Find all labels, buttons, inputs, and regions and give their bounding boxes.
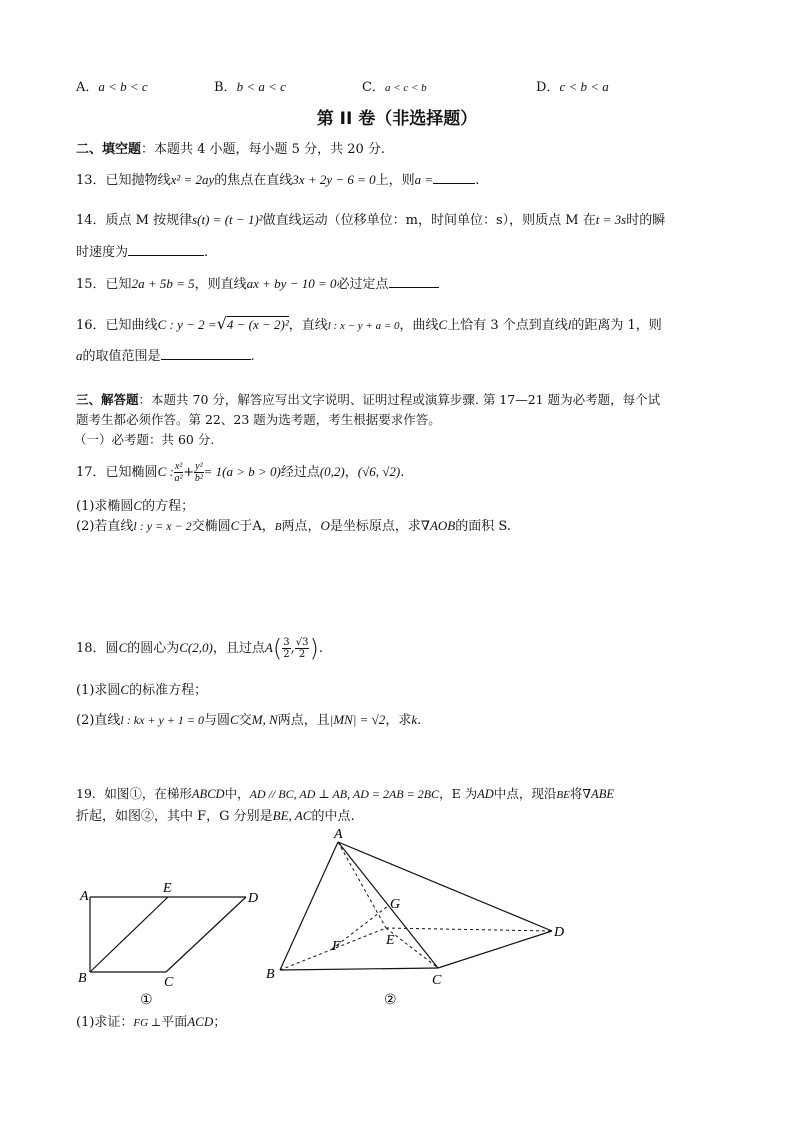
part3-desc-2: 题考生都必须作答。第 22、23 题为选考题，考生根据要求作答。 <box>76 412 441 427</box>
q19-text-6: 折起，如图②，其中 F，G 分别是 <box>76 809 273 824</box>
q17-frac-y-num: y² <box>195 461 203 472</box>
q16-expr-2: l : x − y + a = 0 <box>327 320 400 332</box>
q19-number: 19． <box>76 786 105 801</box>
q15-expr-1: 2a + 5b = 5 <box>131 276 195 291</box>
q17-frac-y <box>194 461 203 484</box>
q13-answer-blank <box>433 170 475 184</box>
q18-c: C <box>118 640 128 655</box>
q17-expr-2: = 1(a > b > 0) <box>203 464 281 479</box>
q16-expr-3: C <box>438 317 448 332</box>
q18-frac-1-num: 3 <box>283 637 290 648</box>
left-paren-icon: ( <box>272 634 283 663</box>
part3-sub <box>74 430 214 450</box>
q19-p1-d: ； <box>213 1015 227 1030</box>
q17-expr-3: (0,2) <box>319 464 345 479</box>
fig2-edge-cd <box>438 931 552 968</box>
fig1-label-b: B <box>78 971 87 986</box>
figure-1-trapezoid <box>70 870 270 1010</box>
right-paren-icon: ) <box>309 634 319 663</box>
q17-expr-4: (√6, √2) <box>357 464 401 479</box>
q18-p1-end: 的标准方程； <box>129 683 208 698</box>
q14-number: 14． <box>76 213 106 228</box>
q19-text-4: 中点，现沿 <box>493 786 557 801</box>
q18-a: A <box>264 640 273 655</box>
q18-frac-1-den: 2 <box>283 649 290 660</box>
q17-expr-1: C : <box>157 464 174 479</box>
choice-d <box>536 76 609 95</box>
q19-expr-1: ABCD <box>191 787 225 801</box>
fig2-label-f: F <box>332 939 341 954</box>
q13-text-1: 已知抛物线 <box>105 173 171 188</box>
fig1-caption: ① <box>140 992 153 1008</box>
figure-2-pyramid <box>262 826 582 1012</box>
q16-expr-1: C : y − 2 = <box>157 317 217 332</box>
choice-a-expr: a < b < c <box>98 79 148 94</box>
q18-p2-g: |MN| = √2 <box>329 712 386 727</box>
q13-text-3: 上，则 <box>375 173 415 188</box>
q19-text-3: ，E 为 <box>439 786 478 801</box>
part3-heading-label: 三、解答题 <box>76 392 139 407</box>
q17-p2-f: ， <box>261 519 275 534</box>
fig2-edge-ad <box>338 842 552 931</box>
fig1-edge-cd <box>166 897 246 972</box>
q15-text-2: ，则直线 <box>194 277 247 292</box>
fig2-edge-ac <box>338 842 438 968</box>
choice-c-expr: a < c < b <box>384 82 427 94</box>
q17-p1-c: C <box>133 498 143 513</box>
q14-text-5: . <box>204 245 209 260</box>
q17-p2-g: B <box>274 521 282 533</box>
part2-desc: ：本题共 4 小题，每小题 5 分，共 20 分. <box>141 142 386 157</box>
q16-answer-blank <box>161 346 251 360</box>
q18-p2-e: M, N <box>251 712 278 727</box>
q14-text-3: 时的瞬 <box>626 213 666 228</box>
question-19 <box>76 784 614 805</box>
question-14 <box>76 210 665 231</box>
fig2-label-d: D <box>554 925 565 940</box>
part3-sub-text: （一）必考题：共 60 分. <box>74 432 215 447</box>
q17-text-1: 已知椭圆 <box>105 465 158 480</box>
q18-p2-i: k <box>411 712 418 727</box>
question-16-cont <box>76 346 255 367</box>
fig1-edge-be <box>90 897 168 972</box>
fig2-edge-ae <box>338 842 386 928</box>
choice-a-label: A． <box>76 80 99 95</box>
q17-p2-b: 交椭圆 <box>191 519 231 534</box>
q18-frac-2-num: √3 <box>295 637 309 648</box>
q16-expr-5: a <box>76 348 83 363</box>
q19-expr-5: ∇ABE <box>582 787 614 801</box>
question-13 <box>76 170 479 191</box>
fig1-label-e: E <box>163 881 172 896</box>
q18-frac-2 <box>295 637 310 660</box>
fig2-edge-ab <box>280 842 338 970</box>
q19-text-5: 将 <box>569 786 583 801</box>
q14-expr-1: s(t) = (t − 1)² <box>192 212 263 227</box>
q17-part-2 <box>76 516 511 537</box>
q15-number: 15． <box>76 277 106 292</box>
q16-text-4: 上恰有 3 个点到直线 <box>447 318 568 333</box>
section-title: 第 II 卷（非选择题） <box>316 109 478 129</box>
q15-answer-blank <box>389 274 439 288</box>
q19-expr-4: BE <box>556 789 570 801</box>
q16-expr-1b: 4 − (x − 2)² <box>226 317 289 332</box>
q17-p2-line: l : y = x − 2 <box>133 519 192 533</box>
q15-text-1: 已知 <box>105 277 132 292</box>
q17-p2-j: 是坐标原点，求 <box>329 519 421 534</box>
question-14-cont <box>76 242 208 263</box>
question-16 <box>76 314 662 336</box>
q19-p1-a: FG ⊥ <box>133 1017 162 1029</box>
q16-text-5: 的距离为 1，则 <box>571 318 662 333</box>
q17-p2-l: 的面积 S. <box>455 519 511 534</box>
q18-p2-h: ，求 <box>385 713 412 728</box>
q13-number: 13． <box>76 173 106 188</box>
fig2-label-c: C <box>432 973 442 988</box>
fig1-label-c: C <box>164 975 174 990</box>
fig2-label-e: E <box>386 933 395 948</box>
question-17: 17．已知椭圆C : $\frac{\text{x²}}{\text{a²}}$ + $\frac{\text{y²}}{\text{b²}}$ = 1(a > b > 0)经过点(0,2)，(√6, √2). <box>76 461 405 484</box>
q19-p1-text: (1)求证： <box>76 1015 134 1030</box>
choice-b <box>214 76 286 95</box>
part2-heading-label: 二、填空题 <box>76 142 142 157</box>
q17-frac-x-den: a² <box>174 473 183 484</box>
q17-text-4: . <box>400 465 405 480</box>
q18-p2-d: 交 <box>238 713 252 728</box>
q14-answer-blank <box>128 242 204 256</box>
fig2-label-g: G <box>390 897 401 912</box>
choice-d-expr: c < b < a <box>559 79 609 94</box>
q18-p2-j: . <box>417 713 422 728</box>
q18-p1-c: C <box>120 682 130 697</box>
q19-text-7: 的中点. <box>311 809 355 824</box>
q19-expr-6: BE, AC <box>272 808 312 823</box>
q14-text-2: 做直线运动（位移单位：m，时间单位：s），则质点 M 在 <box>262 213 596 228</box>
fig2-edge-bc <box>280 968 438 970</box>
q18-text-2: 的圆心为 <box>127 641 180 656</box>
q17-p2-k: ∇AOB <box>420 518 456 533</box>
q18-number: 18． <box>76 641 106 656</box>
choice-d-label: D． <box>536 80 560 95</box>
q18-p2-text: (2)直线 <box>76 713 121 728</box>
q15-text-3: 必过定点 <box>336 277 389 292</box>
q18-text-4: . <box>318 641 323 656</box>
q13-text-2: 的焦点在直线 <box>214 173 293 188</box>
fig1-label-a: A <box>80 889 89 904</box>
q17-p2-i: O <box>320 518 330 533</box>
q16-number: 16． <box>76 318 106 333</box>
part3-heading <box>76 390 660 410</box>
q19-text-2: 中， <box>224 786 250 801</box>
q14-expr-2: t = 3s <box>595 212 627 227</box>
sqrt-sign-icon: √ <box>216 314 227 333</box>
q18-text-1: 圆 <box>105 641 119 656</box>
q16-text-2: ，直线 <box>288 318 328 333</box>
fig2-edge-ed <box>386 928 552 931</box>
q17-p2-text: (2)若直线 <box>76 519 134 534</box>
q18-p2-c: C <box>230 712 239 727</box>
choice-b-label: B． <box>214 80 237 95</box>
q17-p2-c: C <box>230 518 240 533</box>
q17-p1-text: (1)求椭圆 <box>76 499 134 514</box>
q14-text-4: 时速度为 <box>76 245 129 260</box>
q19-p1-b: 平面 <box>161 1015 188 1030</box>
q16-expr-4: l <box>567 317 572 332</box>
part2-heading <box>76 140 385 160</box>
q18-frac-2-den: 2 <box>298 649 306 660</box>
q17-frac-x-num: x² <box>174 461 183 472</box>
q16-text-1: 已知曲线 <box>105 318 158 333</box>
q19-expr-3: AD <box>477 787 494 801</box>
question-18: 18．圆C的圆心为C(2,0)，且过点A( $\frac{3}{2}$ , $\frac{√3}{2}$ ). <box>76 634 323 663</box>
q17-p2-d: 于 <box>239 519 253 534</box>
q13-expr-2: 3x + 2y − 6 = 0 <box>292 172 376 187</box>
fig2-caption: ② <box>384 992 397 1008</box>
q13-expr-1: x² = 2ay <box>170 172 215 187</box>
choice-c <box>362 76 427 95</box>
question-19-cont <box>76 806 355 827</box>
choice-a <box>76 76 148 95</box>
q19-text-1: 如图①，在梯形 <box>104 786 192 801</box>
q17-part-1 <box>76 496 194 517</box>
q13-expr-3: a = <box>414 172 434 187</box>
choice-b-expr: b < a < c <box>236 79 286 94</box>
q19-part-1 <box>76 1012 226 1033</box>
q16-text-3: ，曲线 <box>399 318 439 333</box>
q17-number: 17． <box>76 465 106 480</box>
part3-desc-1: ：本题共 70 分，解答应写出文字说明、证明过程或演算步骤. 第 17—21 题为必考题，每个试 <box>138 392 661 407</box>
q16-text-7: . <box>250 349 255 364</box>
q18-part-2 <box>76 710 421 731</box>
q18-part-1 <box>76 680 207 701</box>
q13-text-4: . <box>475 173 480 188</box>
q17-p1-end: 的方程； <box>142 499 195 514</box>
question-15 <box>76 274 439 295</box>
q18-frac-1 <box>282 637 290 660</box>
fig2-label-b: B <box>266 967 275 982</box>
fig1-label-d: D <box>248 891 259 906</box>
q18-p2-b: 与圆 <box>204 713 231 728</box>
q17-p2-h: 两点， <box>281 519 321 534</box>
part3-desc-line-2 <box>76 410 441 430</box>
choice-c-label: C． <box>362 80 385 95</box>
q17-frac-y-den: b² <box>194 473 203 484</box>
q17-text-2: 经过点 <box>280 465 320 480</box>
fig2-label-a: A <box>334 827 343 842</box>
q17-p2-e: A <box>252 519 262 534</box>
q16-text-6: 的取值范围是 <box>82 349 161 364</box>
q17-text-3: ， <box>344 465 358 480</box>
q19-p1-c: ACD <box>187 1014 214 1029</box>
q18-expr-1: C(2,0) <box>179 640 213 655</box>
q15-expr-2: ax + by − 10 = 0 <box>246 276 337 291</box>
q14-text-1: 质点 M 按规律 <box>105 213 193 228</box>
q19-expr-2: AD // BC, AD ⊥ AB, AD = 2AB = 2BC <box>249 787 440 801</box>
q17-frac-x <box>174 461 183 484</box>
q18-p2-f: 两点，且 <box>277 713 330 728</box>
q18-p1-text: (1)求圆 <box>76 683 121 698</box>
q18-p2-line: l : kx + y + 1 = 0 <box>120 713 205 727</box>
q18-text-3: ，且过点 <box>212 641 265 656</box>
